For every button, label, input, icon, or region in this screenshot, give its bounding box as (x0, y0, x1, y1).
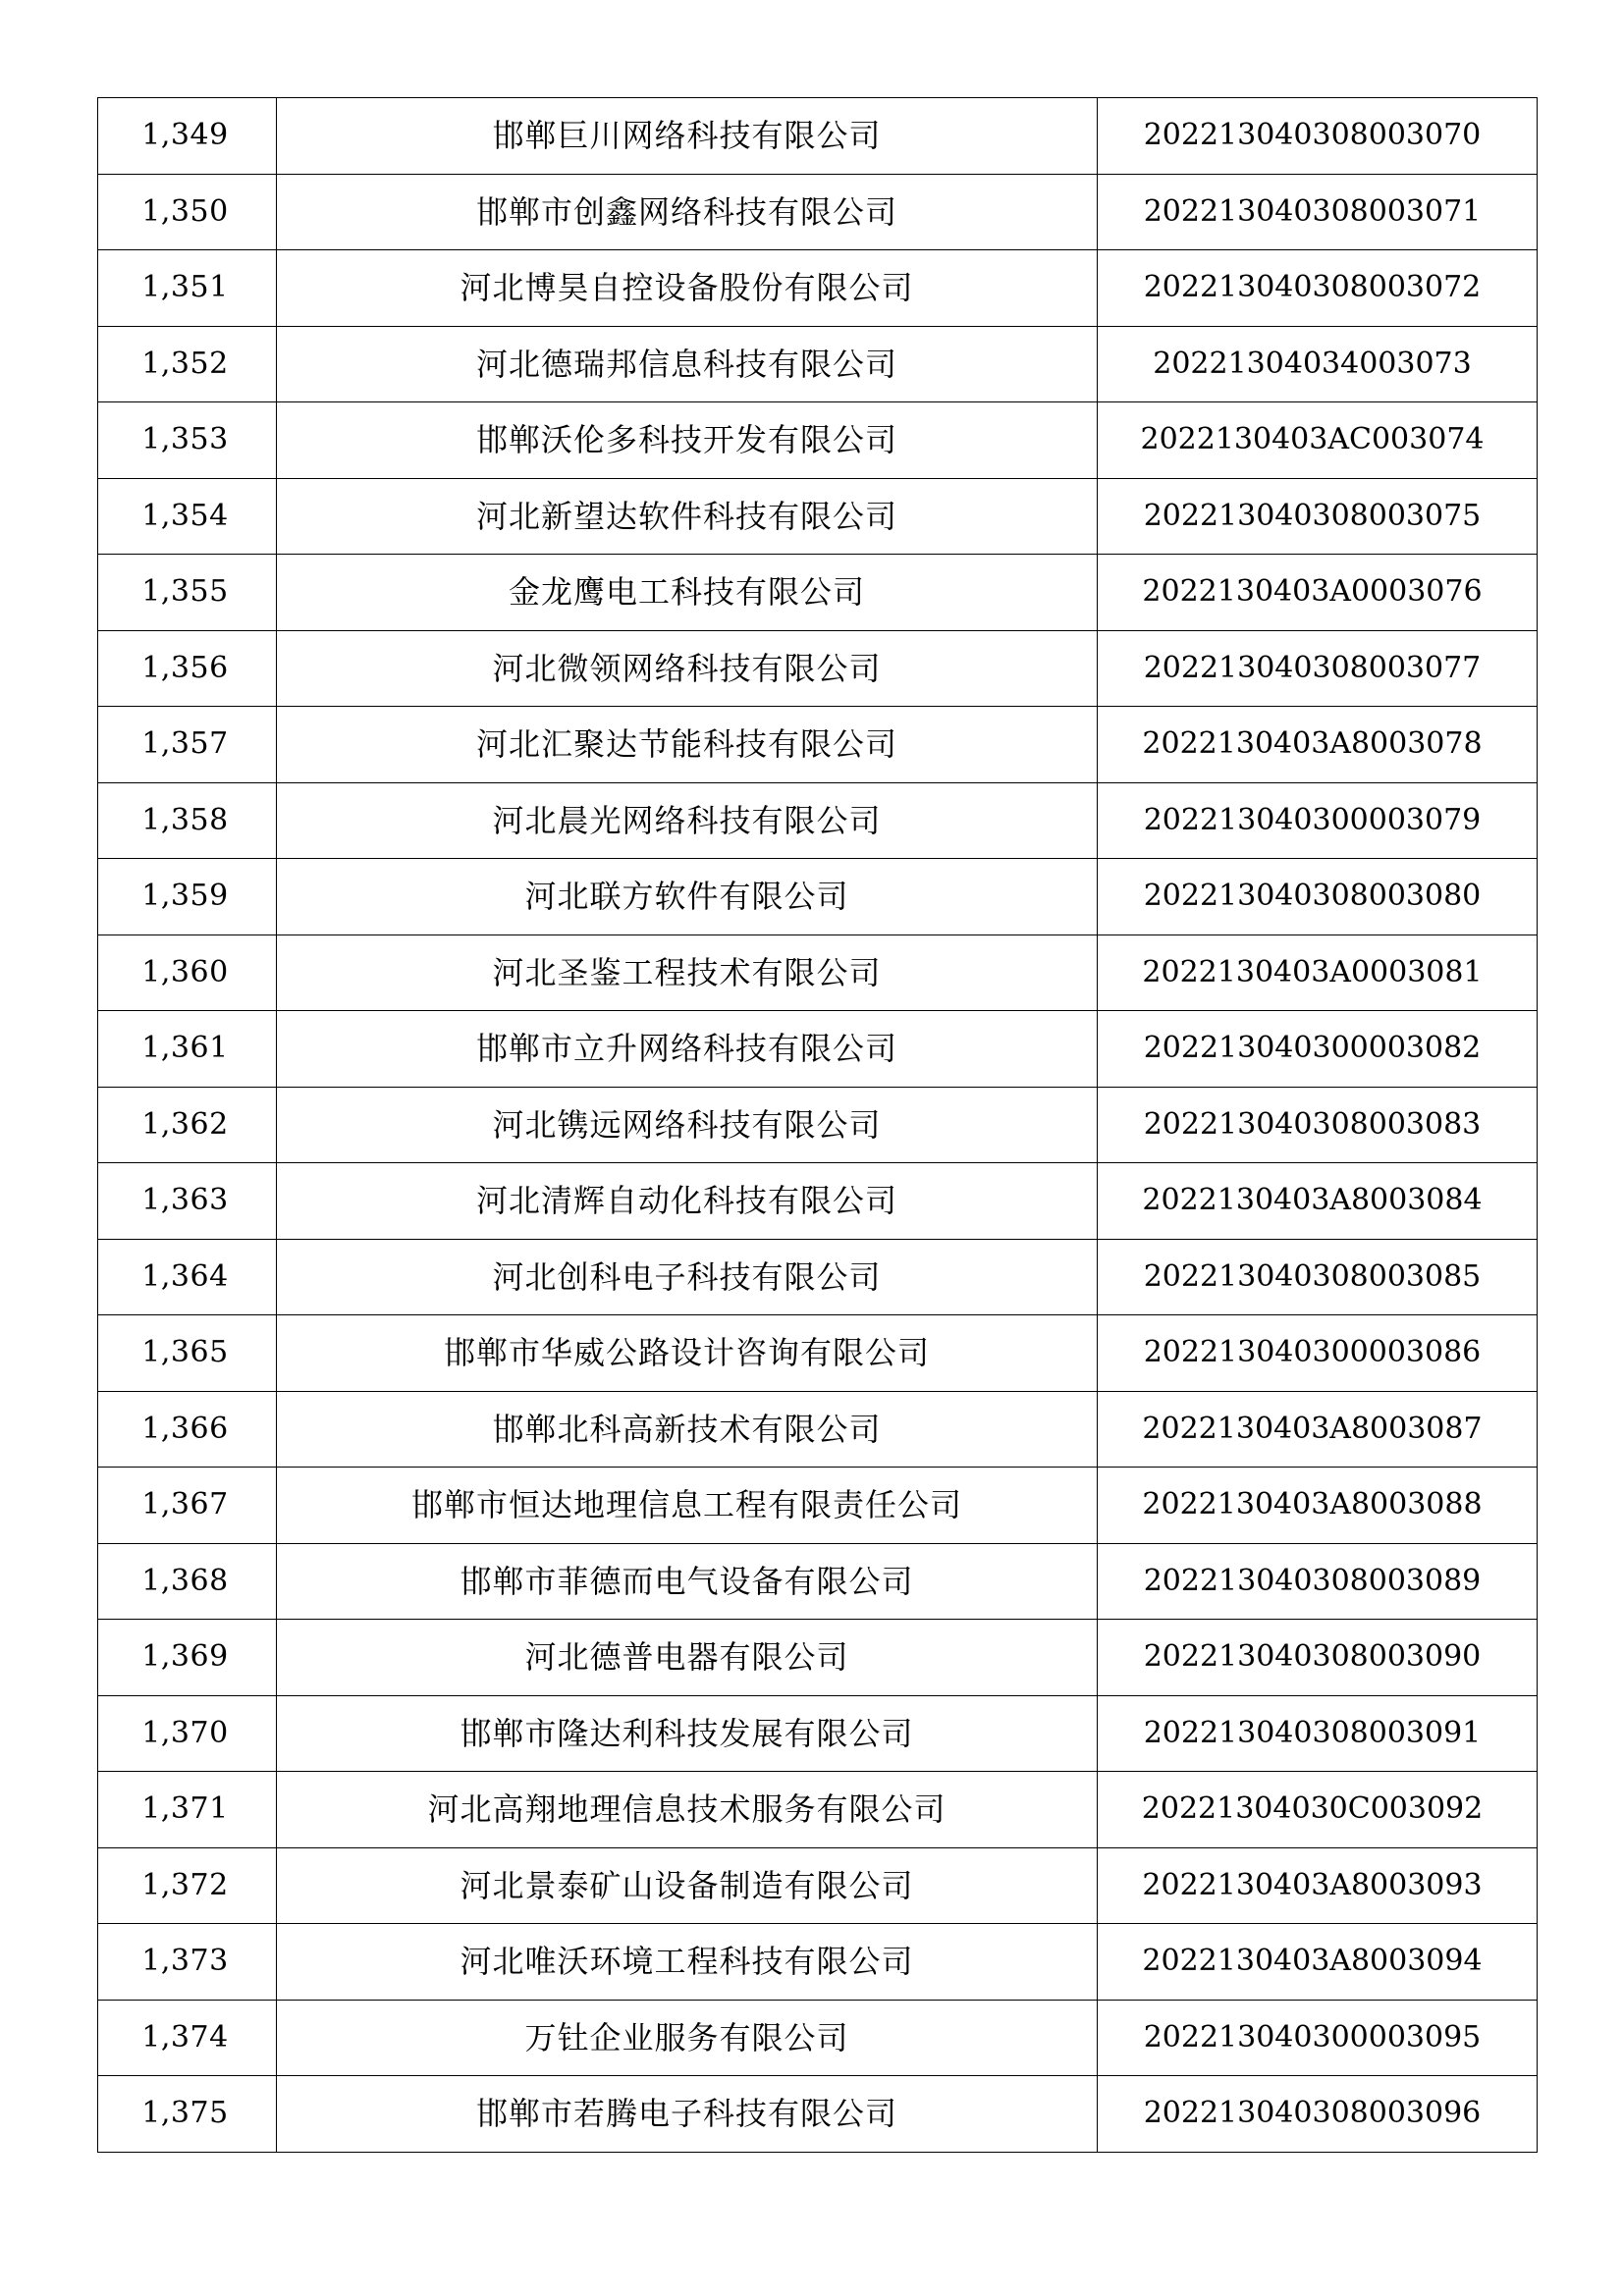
registration-code-cell (1098, 250, 1538, 327)
table-row (98, 1924, 1538, 2001)
registration-code-cell (1098, 1315, 1538, 1392)
registration-code-text: 202213040308003090 (1143, 1639, 1482, 1675)
registration-code-text: 2022130403A0003081 (1142, 954, 1483, 989)
company-name-text: 河北微领网络科技有限公司 (492, 649, 882, 687)
sequence-number-text: 1,370 (141, 1715, 229, 1750)
registration-code-text: 2022130403A8003088 (1142, 1487, 1483, 1522)
sequence-number-text: 1,364 (141, 1258, 229, 1294)
registration-code-cell (1098, 934, 1538, 1011)
table-row (98, 326, 1538, 402)
table-row (98, 174, 1538, 250)
sequence-number-cell (98, 555, 277, 631)
company-name-cell (277, 1543, 1098, 1620)
sequence-number-text: 1,352 (141, 346, 229, 381)
registration-code-text: 20221304030C003092 (1141, 1791, 1484, 1827)
registration-code-cell (1098, 1620, 1538, 1696)
company-name-cell (277, 2000, 1098, 2076)
company-name-text: 邯郸市恒达地理信息工程有限责任公司 (410, 1486, 962, 1524)
registration-code-cell (1098, 1543, 1538, 1620)
registration-code-text: 2022130403AC003074 (1140, 422, 1485, 457)
sequence-number-cell (98, 1087, 277, 1163)
sequence-number-cell (98, 1620, 277, 1696)
table-row (98, 402, 1538, 479)
company-name-cell (277, 326, 1098, 402)
sequence-number-cell (98, 1391, 277, 1468)
registration-code-text: 202213040308003071 (1143, 193, 1482, 229)
company-name-text: 河北新望达软件科技有限公司 (475, 497, 897, 535)
company-name-cell (277, 1772, 1098, 1848)
sequence-number-cell (98, 782, 277, 859)
table-row (98, 1239, 1538, 1315)
table-row (98, 859, 1538, 935)
company-name-text: 河北晨光网络科技有限公司 (492, 801, 882, 839)
sequence-number-cell (98, 1468, 277, 1544)
sequence-number-text: 1,351 (141, 270, 229, 305)
registration-code-cell (1098, 1772, 1538, 1848)
table-row (98, 1163, 1538, 1240)
registration-code-cell (1098, 174, 1538, 250)
sequence-number-text: 1,360 (141, 954, 229, 989)
table-row (98, 250, 1538, 327)
sequence-number-cell (98, 1239, 277, 1315)
registration-code-cell (1098, 555, 1538, 631)
company-name-text: 邯郸市菲德而电气设备有限公司 (460, 1562, 914, 1600)
company-name-cell (277, 174, 1098, 250)
table-row (98, 1011, 1538, 1088)
company-name-cell (277, 1468, 1098, 1544)
registration-code-text: 202213040300003079 (1143, 802, 1482, 837)
registration-code-cell (1098, 1695, 1538, 1772)
company-name-cell (277, 1087, 1098, 1163)
company-name-cell (277, 1924, 1098, 2001)
company-name-cell (277, 1391, 1098, 1468)
table-row (98, 98, 1538, 175)
sequence-number-text: 1,366 (141, 1411, 229, 1446)
sequence-number-cell (98, 630, 277, 707)
registration-code-cell (1098, 1847, 1538, 1924)
sequence-number-cell (98, 1924, 277, 2001)
sequence-number-text: 1,373 (141, 1944, 229, 1979)
registration-code-text: 202213040308003096 (1143, 2096, 1482, 2131)
company-name-cell (277, 630, 1098, 707)
table-row (98, 1087, 1538, 1163)
company-name-cell (277, 934, 1098, 1011)
sequence-number-cell (98, 1011, 277, 1088)
registration-code-text: 202213040308003085 (1143, 1258, 1482, 1294)
sequence-number-text: 1,361 (141, 1031, 229, 1066)
table-row (98, 1847, 1538, 1924)
company-name-text: 河北德普电器有限公司 (524, 1638, 849, 1677)
registration-code-cell (1098, 782, 1538, 859)
company-name-text: 河北联方软件有限公司 (524, 878, 849, 916)
table-row (98, 2076, 1538, 2153)
company-name-cell (277, 2076, 1098, 2153)
sequence-number-cell (98, 1695, 277, 1772)
table-row (98, 478, 1538, 555)
sequence-number-text: 1,353 (141, 422, 229, 457)
registration-code-cell (1098, 326, 1538, 402)
registration-code-text: 2022130403A8003078 (1142, 726, 1483, 762)
sequence-number-cell (98, 326, 277, 402)
registration-code-cell (1098, 402, 1538, 479)
company-name-cell (277, 1011, 1098, 1088)
table-row (98, 707, 1538, 783)
sequence-number-text: 1,367 (141, 1487, 229, 1522)
table-row (98, 1315, 1538, 1392)
company-name-text: 万钍企业服务有限公司 (524, 2018, 849, 2056)
company-name-text: 河北清辉自动化科技有限公司 (475, 1182, 897, 1220)
registration-code-cell (1098, 1924, 1538, 2001)
company-name-text: 邯郸市创鑫网络科技有限公司 (475, 192, 897, 231)
registration-code-cell (1098, 98, 1538, 175)
sequence-number-text: 1,350 (141, 193, 229, 229)
registration-code-text: 202213040300003086 (1143, 1335, 1482, 1370)
registration-code-text: 202213040308003080 (1143, 879, 1482, 914)
company-name-text: 邯郸巨川网络科技有限公司 (492, 117, 882, 155)
sequence-number-text: 1,363 (141, 1183, 229, 1218)
company-name-text: 金龙鹰电工科技有限公司 (508, 573, 865, 612)
sequence-number-text: 1,349 (141, 118, 229, 153)
company-name-text: 邯郸沃伦多科技开发有限公司 (475, 421, 897, 459)
sequence-number-text: 1,356 (141, 650, 229, 685)
sequence-number-cell (98, 1847, 277, 1924)
registration-code-text: 2022130403A8003084 (1142, 1183, 1483, 1218)
company-name-text: 河北圣鉴工程技术有限公司 (492, 953, 882, 991)
sequence-number-cell (98, 402, 277, 479)
company-name-text: 河北高翔地理信息技术服务有限公司 (427, 1790, 947, 1829)
sequence-number-cell (98, 859, 277, 935)
company-name-text: 邯郸北科高新技术有限公司 (492, 1410, 882, 1448)
registration-code-cell (1098, 1468, 1538, 1544)
registration-code-text: 2022130403A8003093 (1142, 1867, 1483, 1902)
company-name-text: 邯郸市立升网络科技有限公司 (475, 1030, 897, 1068)
sequence-number-cell (98, 478, 277, 555)
sequence-number-text: 1,371 (141, 1791, 229, 1827)
company-name-cell (277, 1163, 1098, 1240)
company-name-cell (277, 859, 1098, 935)
registration-code-text: 2022130403A8003087 (1142, 1411, 1483, 1446)
company-name-cell (277, 782, 1098, 859)
table-row (98, 1772, 1538, 1848)
company-name-text: 河北创科电子科技有限公司 (492, 1257, 882, 1296)
company-name-text: 邯郸市隆达利科技发展有限公司 (460, 1714, 914, 1752)
registration-code-text: 2022130403A8003094 (1142, 1944, 1483, 1979)
table-body (98, 98, 1538, 2153)
company-name-text: 邯郸市若腾电子科技有限公司 (475, 2095, 897, 2133)
company-name-cell (277, 1315, 1098, 1392)
company-name-cell (277, 707, 1098, 783)
company-name-cell (277, 1620, 1098, 1696)
sequence-number-text: 1,372 (141, 1867, 229, 1902)
registration-code-cell (1098, 630, 1538, 707)
company-name-text: 河北镌远网络科技有限公司 (492, 1105, 882, 1144)
table-row (98, 1695, 1538, 1772)
registration-code-cell (1098, 478, 1538, 555)
sequence-number-cell (98, 1772, 277, 1848)
sequence-number-cell (98, 250, 277, 327)
company-name-cell (277, 478, 1098, 555)
registration-code-text: 202213040300003095 (1143, 2019, 1482, 2055)
sequence-number-cell (98, 2000, 277, 2076)
registration-code-cell (1098, 1391, 1538, 1468)
sequence-number-cell (98, 98, 277, 175)
table-row (98, 1391, 1538, 1468)
registration-code-cell (1098, 859, 1538, 935)
registration-code-text: 202213040308003083 (1143, 1106, 1482, 1142)
company-name-cell (277, 98, 1098, 175)
registration-code-text: 202213040308003077 (1143, 650, 1482, 685)
registration-code-cell (1098, 2076, 1538, 2153)
company-name-text: 河北景泰矿山设备制造有限公司 (460, 1866, 914, 1904)
company-name-text: 河北德瑞邦信息科技有限公司 (475, 345, 897, 383)
table-row (98, 782, 1538, 859)
table-row (98, 2000, 1538, 2076)
registration-code-text: 2022130403A0003076 (1142, 574, 1483, 610)
sequence-number-text: 1,368 (141, 1563, 229, 1598)
sequence-number-text: 1,374 (141, 2019, 229, 2055)
registration-code-cell (1098, 2000, 1538, 2076)
sequence-number-text: 1,362 (141, 1106, 229, 1142)
company-name-cell (277, 555, 1098, 631)
sequence-number-text: 1,365 (141, 1335, 229, 1370)
sequence-number-cell (98, 707, 277, 783)
table-row (98, 555, 1538, 631)
registration-code-text: 20221304034003073 (1153, 346, 1472, 381)
table-row (98, 630, 1538, 707)
table-row (98, 1543, 1538, 1620)
sequence-number-text: 1,357 (141, 726, 229, 762)
registration-code-cell (1098, 707, 1538, 783)
registration-code-cell (1098, 1087, 1538, 1163)
sequence-number-text: 1,359 (141, 879, 229, 914)
sequence-number-text: 1,355 (141, 574, 229, 610)
sequence-number-cell (98, 1315, 277, 1392)
company-name-cell (277, 402, 1098, 479)
company-name-cell (277, 1695, 1098, 1772)
company-name-cell (277, 250, 1098, 327)
company-name-text: 河北汇聚达节能科技有限公司 (475, 725, 897, 764)
sequence-number-cell (98, 934, 277, 1011)
registration-code-cell (1098, 1011, 1538, 1088)
registration-code-text: 202213040308003070 (1143, 118, 1482, 153)
sequence-number-cell (98, 2076, 277, 2153)
registration-code-cell (1098, 1163, 1538, 1240)
company-name-text: 河北博昊自控设备股份有限公司 (460, 269, 914, 307)
registration-code-text: 202213040308003072 (1143, 270, 1482, 305)
table-row (98, 1620, 1538, 1696)
sequence-number-cell (98, 174, 277, 250)
company-name-text: 河北唯沃环境工程科技有限公司 (460, 1943, 914, 1981)
company-name-text: 邯郸市华威公路设计咨询有限公司 (443, 1334, 930, 1372)
company-name-cell (277, 1239, 1098, 1315)
registration-code-cell (1098, 1239, 1538, 1315)
sequence-number-cell (98, 1163, 277, 1240)
sequence-number-text: 1,375 (141, 2096, 229, 2131)
registration-code-text: 202213040300003082 (1143, 1031, 1482, 1066)
sequence-number-text: 1,369 (141, 1639, 229, 1675)
sequence-number-text: 1,354 (141, 498, 229, 533)
sequence-number-text: 1,358 (141, 802, 229, 837)
table-row (98, 934, 1538, 1011)
company-name-cell (277, 1847, 1098, 1924)
registration-code-text: 202213040308003091 (1143, 1715, 1482, 1750)
registration-code-text: 202213040308003075 (1143, 498, 1482, 533)
table-row (98, 1468, 1538, 1544)
registration-code-text: 202213040308003089 (1143, 1563, 1482, 1598)
sequence-number-cell (98, 1543, 277, 1620)
registry-table (97, 97, 1538, 2153)
